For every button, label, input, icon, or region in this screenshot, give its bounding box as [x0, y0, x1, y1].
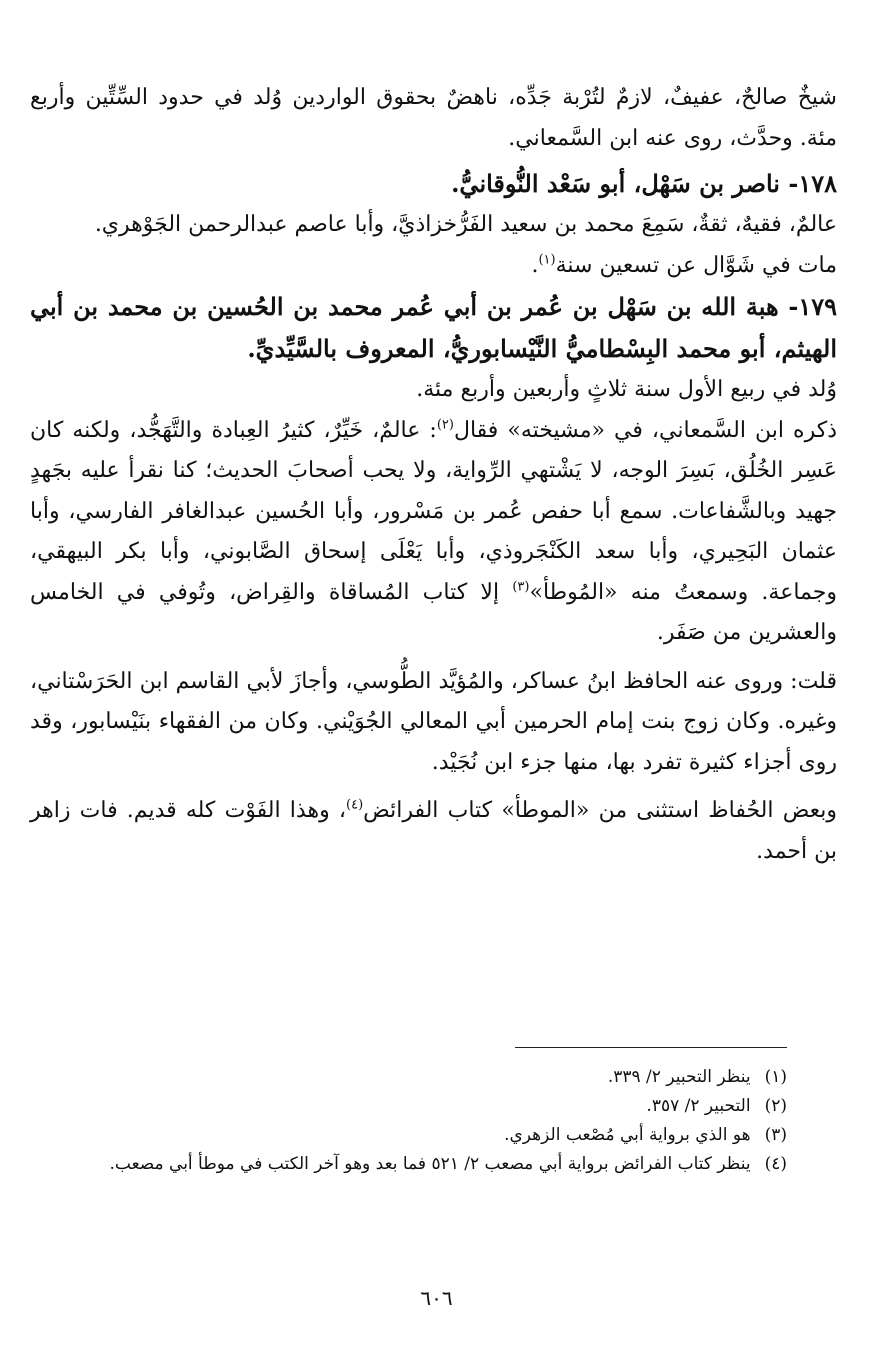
paragraph-178-death — [30, 246, 837, 287]
spacer — [30, 654, 837, 662]
footnote-divider — [515, 1047, 787, 1048]
footnotes — [70, 1063, 787, 1179]
footnote-ref[interactable]: (٤) — [346, 797, 364, 813]
paragraph-text: مات في شَوَّال عن تسعين سنة — [555, 252, 837, 278]
paragraph-179-bio — [30, 411, 837, 654]
entry-heading-178 — [30, 163, 837, 205]
footnote-number: (١) — [764, 1067, 787, 1087]
entry-heading-179 — [30, 286, 837, 370]
footnote-ref[interactable]: (٢) — [436, 417, 454, 433]
entry-title: هبة الله بن سَهْل بن عُمر بن أبي عُمر محمد بن الحُسين بن محمد بن أبي الهيثم، أبو محمد البِسْطاميُّ النَّيْسابوريُّ، المعروف بالسَّيِّديِّ. — [30, 292, 837, 363]
paragraph-text: وُلد في ربيع الأول سنة ثلاثٍ وأربعين وأربع مئة. — [416, 377, 837, 402]
footnote-ref[interactable]: (١) — [538, 252, 556, 268]
footnote-text: ينظر التحبير ٢/ ٣٣٩. — [607, 1067, 751, 1087]
footnote-text: ينظر كتاب الفرائض برواية أبي مصعب ٢/ ٥٢١ فما بعد وهو آخر الكتب في موطأ أبي مصعب. — [109, 1154, 751, 1174]
paragraph-text: وبعض الحُفاظ استثنى من «الموطأ» كتاب الفرائض — [363, 798, 838, 823]
footnote-text: التحبير ٢/ ٣٥٧. — [646, 1096, 751, 1116]
page-number: ٦٠٦ — [420, 1286, 453, 1310]
entry-title: ناصر بن سَهْل، أبو سَعْد النُّوقانيُّ. — [451, 169, 780, 198]
main-text — [30, 78, 837, 872]
paragraph-bio-intro — [30, 78, 837, 159]
entry-number: ١٧٨- — [788, 169, 837, 198]
footnote-item — [70, 1150, 787, 1179]
paragraph-note-2 — [30, 791, 837, 872]
footnote-ref[interactable]: (٣) — [512, 579, 530, 595]
paragraph-text: ذكره ابن السَّمعاني، في «مشيخته» فقال — [453, 417, 837, 443]
paragraph-179-birth — [30, 370, 837, 411]
paragraph-text-after: : عالمٌ، خَيِّرٌ، كثيرُ العِبادة والتَّهَجُّد، ولكنه كان عَسِر الخُلُق، بَسِرَ الوجه، لا يَشْتهي الرِّواية، ولا يحب أصحابَ الحديث؛ كنا نقرأ عليه بجَهدٍ جهيد وبالشَّفاعات. سمع أبا حفص عُمر بن مَسْرور، وأبا الحُسين عبدالغافر الفارسي، وأبا عثمان البَحِيري، وأبا سعد الكَنْجَروذي، وأبا يَعْلَى إسحاق الصَّابوني، وأبا بكر البيهقي، وجماعة. وسمعتُ منه «المُوطأ» — [30, 417, 837, 605]
paragraph-178-bio — [30, 205, 837, 246]
footnote-number: (٤) — [764, 1154, 787, 1174]
paragraph-text: شيخٌ صالحٌ، عفيفٌ، لازمٌ لتُرْبة جَدِّه، ناهضٌ بحقوق الواردين وُلد في حدود السِّتِّين وأربع مئة. وحدَّث، روى عنه ابن السَّمعاني. — [30, 85, 837, 151]
footnote-item — [70, 1121, 787, 1150]
footnote-number: (٢) — [764, 1096, 787, 1116]
paragraph-note — [30, 662, 837, 784]
paragraph-text: قلت: وروى عنه الحافظ ابنُ عساكر، والمُؤيَّد الطُّوسي، وأجازَ لأبي القاسم ابن الحَرَسْتاني، وغيره. وكان زوج بنت إمام الحرمين أبي المعالي الجُوَيْني. وكان من الفقهاء بنَيْسابور، وقد روى أجزاء كثيرة تفرد بها، منها جزء ابن نُجَيْد. — [30, 668, 837, 775]
footnote-text: هو الذي برواية أبي مُصْعب الزهري. — [504, 1125, 751, 1145]
paragraph-text-after: ، وهذا الفَوْت كله قديم. فات زاهر بن أحمد. — [30, 798, 837, 864]
paragraph-text-after: . — [531, 252, 539, 278]
spacer — [30, 783, 837, 791]
paragraph-text-after: إلا كتاب المُساقاة والقِراض، وتُوفي في الخامس والعشرين من صَفَر. — [30, 579, 837, 645]
footnote-item — [70, 1063, 787, 1092]
footnote-item — [70, 1092, 787, 1121]
footnote-number: (٣) — [764, 1125, 787, 1145]
paragraph-text: عالمٌ، فقيهٌ، ثقةٌ، سَمِعَ محمد بن سعيد الفَرُّخزاذيَّ، وأبا عاصم عبدالرحمن الجَوْهري. — [94, 212, 837, 237]
entry-number: ١٧٩- — [788, 292, 838, 321]
